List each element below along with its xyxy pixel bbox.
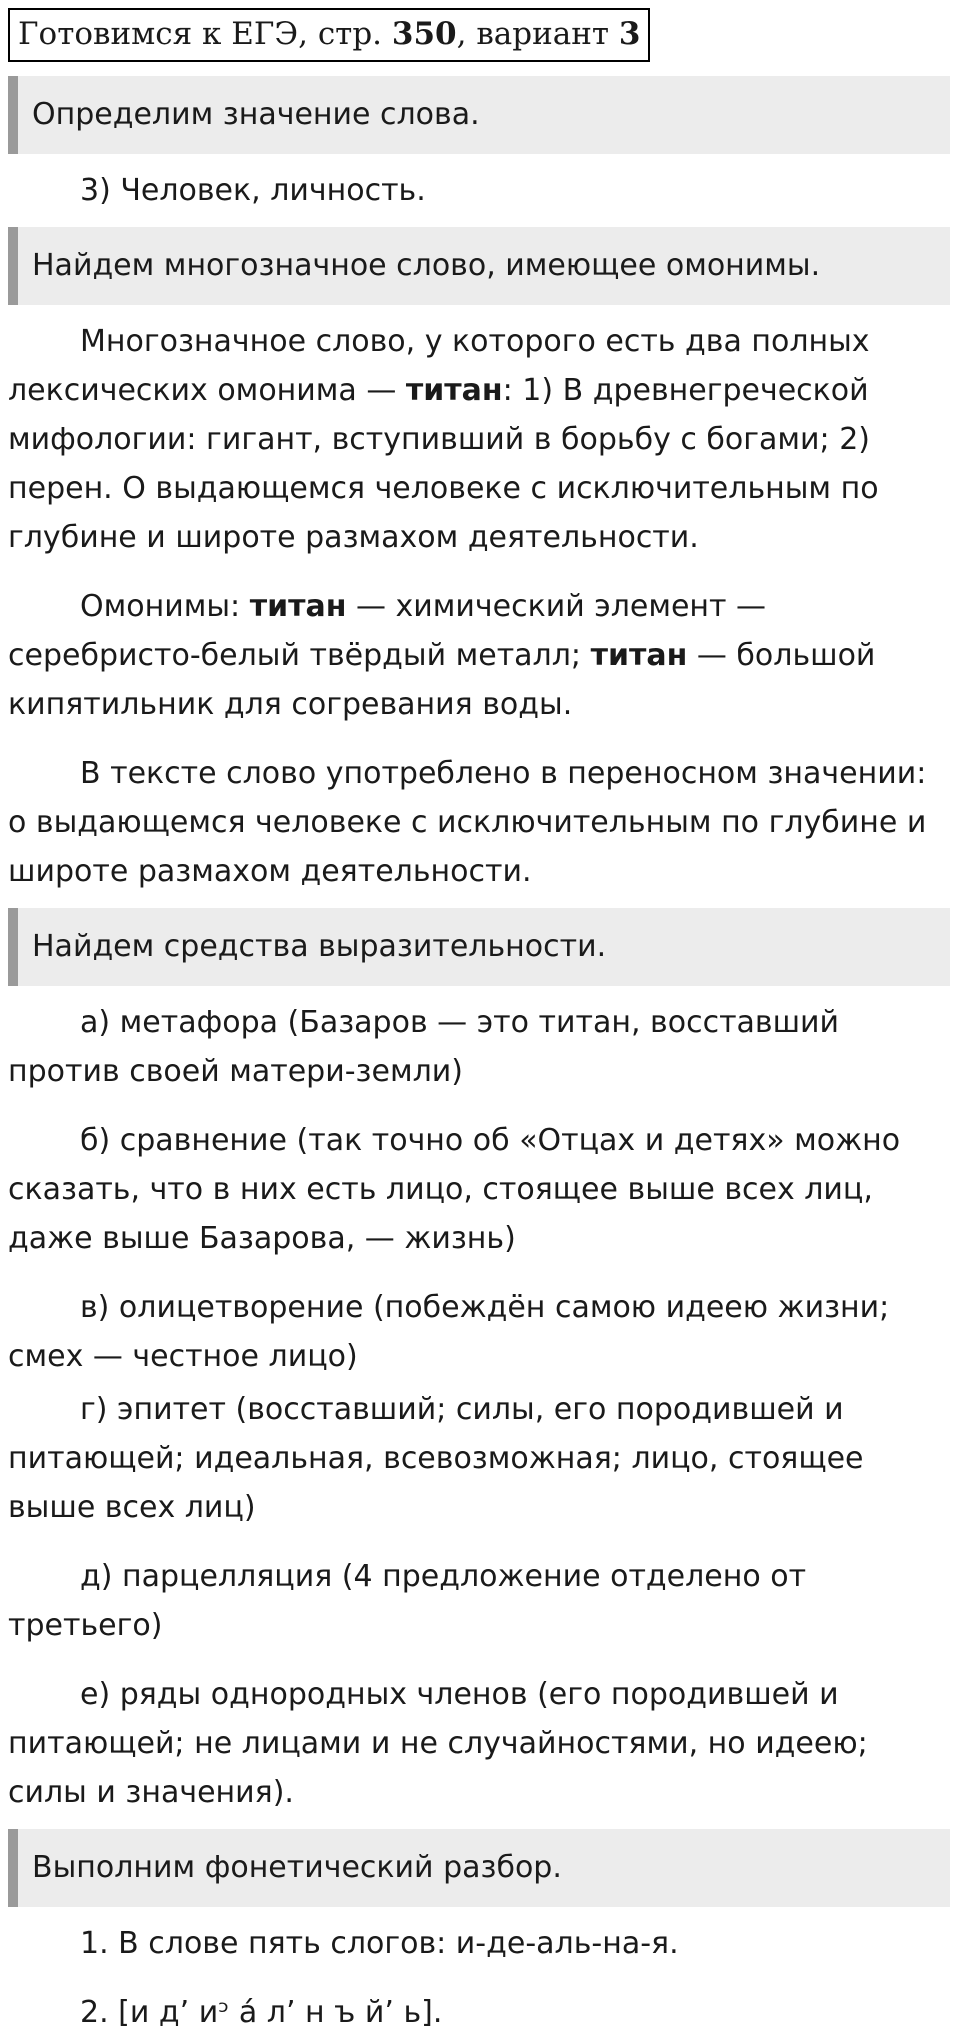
section-heading-homonyms: Найдем многозначное слово, имеющее омонимы. [8,227,950,305]
bold-word: титан [249,589,347,624]
bold-word: титан [405,373,503,408]
section-heading-meaning: Определим значение слова. [8,76,950,154]
item-personification: в) олицетворение (побеждён самою идеею жизни; смех — честное лицо) [8,1290,890,1374]
page-header [8,8,650,62]
paragraph-polysemous: Многозначное слово, у которого есть два полных лексических омонима — титан: 1) В древнегреческой мифологии: гигант, вступивший в борьбу с богами; 2) перен. О выдающемся человеке с исключительным по глубине и широте размахом деятельности. [8,324,879,555]
answer-meaning: 3) Человек, личность. [80,173,426,208]
phonetic-syllables: 1. В слове пять слогов: и-де-аль-на-я. [80,1926,679,1961]
paragraph-figurative: В тексте слово употреблено в переносном значении: о выдающемся человеке с исключительным по глубине и широте размахом деятельности. [8,756,927,889]
header-variant-label: , вариант [456,16,619,52]
bold-word: титан [590,638,688,673]
section-heading-phonetic: Выполним фонетический разбор. [8,1829,950,1907]
item-comparison: б) сравнение (так точно об «Отцах и детях» можно сказать, что в них есть лицо, стоящее выше всех лиц, даже выше Базарова, — жизнь) [8,1123,901,1256]
item-parcellation: д) парцелляция (4 предложение отделено от третьего) [8,1559,807,1643]
solution-content [8,76,950,2037]
paragraph-homonyms: Омонимы: титан — химический элемент — серебристо-белый твёрдый металл; титан — большой кипятильник для согревания воды. [8,589,876,722]
item-metaphor: а) метафора (Базаров — это титан, восставший против своей матери-земли) [8,1005,840,1089]
phonetic-transcription: 2. [и д’ иᵓ а́ л’ н ъ й’ ь]. [80,1995,443,2030]
section-heading-expressive-means: Найдем средства выразительности. [8,908,950,986]
item-epithet: г) эпитет (восставший; силы, его породившей и питающей; идеальная, всевозможная; лицо, стоящее выше всех лиц) [8,1392,864,1525]
header-title: Готовимся к ЕГЭ, стр. [18,16,392,52]
header-variant-number: 3 [618,16,641,52]
item-homogeneous-members: е) ряды однородных членов (его породившей и питающей; не лицами и не случайностями, но идеею; силы и значения). [8,1677,868,1810]
header-page-number: 350 [391,16,457,52]
